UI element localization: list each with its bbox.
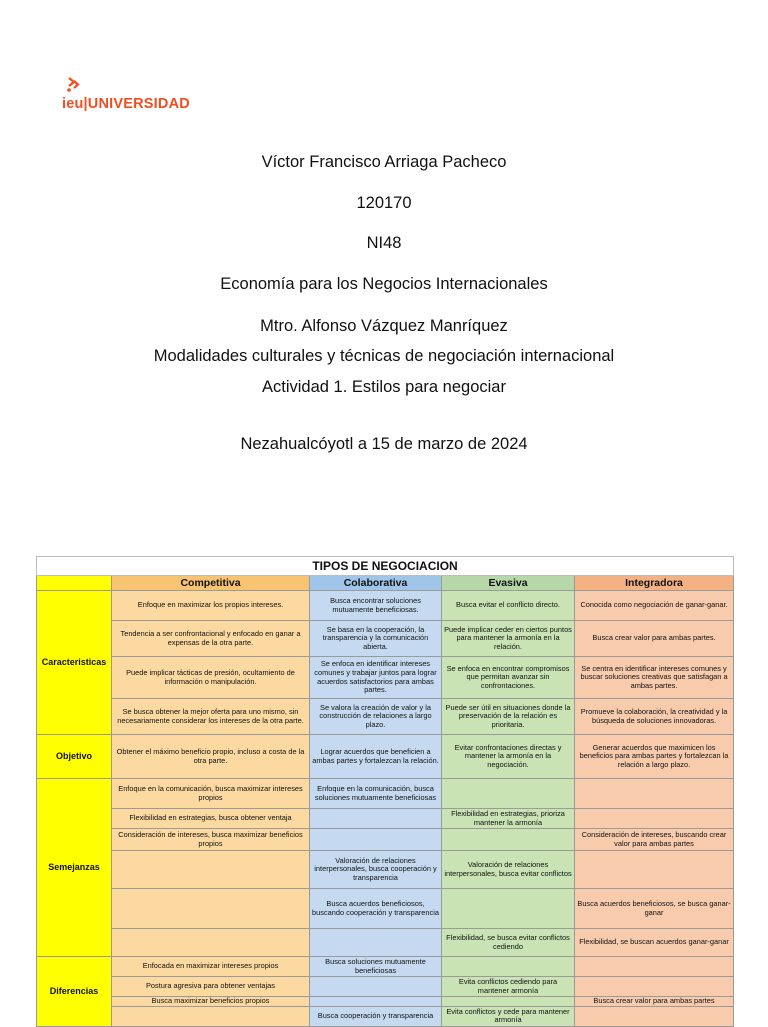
header-competitiva: Competitiva: [112, 576, 310, 591]
table-cell: [112, 851, 310, 889]
table-row: [37, 809, 734, 829]
table-cell: Tendencia a ser confrontacional y enfocado en ganar a expensas de la otra parte.: [112, 621, 310, 657]
table-cell: Busca acuerdos beneficiosos, buscando cooperación y transparencia: [310, 889, 442, 929]
category-objetivo: Objetivo: [37, 735, 112, 779]
table-row: [37, 851, 734, 889]
table-cell: Busca maximizar beneficios propios: [112, 997, 310, 1007]
table-row: [37, 889, 734, 929]
table-cell: Flexibilidad en estrategias, prioriza mantener la armonía: [442, 809, 575, 829]
table-cell: Postura agresiva para obtener ventajas: [112, 977, 310, 997]
table-cell: [310, 997, 442, 1007]
header-evasiva: Evasiva: [442, 576, 575, 591]
table-row: [37, 1006, 734, 1026]
table-cell: [575, 779, 734, 809]
table-cell: Generar acuerdos que maximicen los beneficios para ambas partes y fortalezcan la relación a largo plazo.: [575, 735, 734, 779]
table-cell: [442, 889, 575, 929]
header-colaborativa: Colaborativa: [310, 576, 442, 591]
group-code: NI48: [366, 234, 402, 252]
table-row: [37, 829, 734, 851]
table-cell: Evita conflictos cediendo para mantener armonía: [442, 977, 575, 997]
table-row: [37, 929, 734, 957]
table-cell: Enfocada en maximizar intereses propios: [112, 957, 310, 977]
table-cell: Lograr acuerdos que beneficien a ambas partes y fortalezcan la relación.: [310, 735, 442, 779]
table-row: [37, 699, 734, 735]
course-name: Economía para los Negocios Internacionales: [220, 275, 548, 293]
activity-title: Actividad 1. Estilos para negociar: [262, 378, 506, 396]
header-empty: [37, 576, 112, 591]
negotiation-types-table: [36, 556, 734, 1027]
table-row: [37, 977, 734, 997]
table-row: [37, 779, 734, 809]
table-cell: [575, 809, 734, 829]
table-cell: Valoración de relaciones interpersonales, busca cooperación y transparencia: [310, 851, 442, 889]
university-logo: [62, 76, 222, 116]
table-cell: Busca crear valor para ambas partes.: [575, 621, 734, 657]
student-id: 120170: [356, 194, 412, 212]
table-cell: Busca acuerdos beneficiosos, se busca ganar-ganar: [575, 889, 734, 929]
table-cell: Busca evitar el conflicto directo.: [442, 591, 575, 621]
teacher-name: Mtro. Alfonso Vázquez Manríquez: [260, 317, 508, 335]
header-row: [37, 576, 734, 591]
table-cell: Busca crear valor para ambas partes: [575, 997, 734, 1007]
table-cell: Se enfoca en identificar intereses comunes y trabajar juntos para lograr acuerdos satisfactorios para ambas partes.: [310, 657, 442, 699]
table-cell: Evita conflictos y cede para mantener armonía: [442, 1006, 575, 1026]
table-cell: Puede implicar ceder en ciertos puntos para mantener la armonía en la relación.: [442, 621, 575, 657]
table-cell: [575, 977, 734, 997]
table-cell: Consideración de intereses, buscando crear valor para ambas partes: [575, 829, 734, 851]
table-cell: Flexibilidad en estrategias, busca obtener ventaja: [112, 809, 310, 829]
table-cell: Enfoque en la comunicación, busca soluciones mutuamente beneficiosas: [310, 779, 442, 809]
category-caracteristicas: Caracteristicas: [37, 591, 112, 735]
place-date: Nezahualcóyotl a 15 de marzo de 2024: [240, 435, 528, 453]
table-cell: Conocida como negociación de ganar-ganar.: [575, 591, 734, 621]
table-cell: [442, 779, 575, 809]
table-cell: [442, 957, 575, 977]
table-cell: Evitar confrontaciones directas y mantener la armonía en la negociación.: [442, 735, 575, 779]
table-row: [37, 657, 734, 699]
table-cell: Promueve la colaboración, la creatividad y la búsqueda de soluciones innovadoras.: [575, 699, 734, 735]
table-cell: [575, 957, 734, 977]
table-title: TIPOS DE NEGOCIACION: [37, 557, 734, 576]
table-cell: Busca cooperación y transparencia: [310, 1006, 442, 1026]
table-cell: [310, 809, 442, 829]
table-cell: Puede implicar tácticas de presión, ocultamiento de información o manipulación.: [112, 657, 310, 699]
table-cell: [575, 851, 734, 889]
table-row: [37, 735, 734, 779]
table-cell: Flexibilidad, se buscan acuerdos ganar-ganar: [575, 929, 734, 957]
topic-title: Modalidades culturales y técnicas de negociación internacional: [153, 347, 615, 365]
table-cell: Valoración de relaciones interpersonales, busca evitar conflictos: [442, 851, 575, 889]
header-integradora: Integradora: [575, 576, 734, 591]
table-row: [37, 957, 734, 977]
logo-text: ieu|UNIVERSIDAD: [62, 96, 190, 112]
table-cell: Consideración de intereses, busca maximizar beneficios propios: [112, 829, 310, 851]
table-cell: [112, 929, 310, 957]
table-cell: [442, 997, 575, 1007]
category-semejanzas: Semejanzas: [37, 779, 112, 957]
table-row: [37, 591, 734, 621]
logo-arrow-mark: [66, 76, 82, 94]
table-cell: Busca soluciones mutuamente beneficiosas: [310, 957, 442, 977]
table-cell: Busca encontrar soluciones mutuamente beneficiosas.: [310, 591, 442, 621]
table-cell: Enfoque en maximizar los propios intereses.: [112, 591, 310, 621]
table-cell: Se busca obtener la mejor oferta para uno mismo, sin necesariamente considerar los intereses de la otra parte.: [112, 699, 310, 735]
table-cell: [310, 829, 442, 851]
table-cell: Se enfoca en encontrar compromisos que permitan avanzar sin confrontaciones.: [442, 657, 575, 699]
table-cell: Se basa en la cooperación, la transparencia y la comunicación abierta.: [310, 621, 442, 657]
table-row: [37, 997, 734, 1007]
table-cell: Obtener el máximo beneficio propio, incluso a costa de la otra parte.: [112, 735, 310, 779]
table-cell: [575, 1006, 734, 1026]
table-cell: Se centra en identificar intereses comunes y buscar soluciones creativas que satisfagan a ambas partes.: [575, 657, 734, 699]
table-cell: [112, 889, 310, 929]
table-cell: Flexibilidad, se busca evitar conflictos cediendo: [442, 929, 575, 957]
student-name: Víctor Francisco Arriaga Pacheco: [261, 153, 507, 171]
table-row: [37, 621, 734, 657]
table-cell: Puede ser útil en situaciones donde la preservación de la relación es prioritaria.: [442, 699, 575, 735]
table-cell: [310, 929, 442, 957]
category-diferencias: Diferencias: [37, 957, 112, 1027]
table-cell: [310, 977, 442, 997]
table-cell: Se valora la creación de valor y la construcción de relaciones a largo plazo.: [310, 699, 442, 735]
table-cell: [112, 1006, 310, 1026]
table-cell: [442, 829, 575, 851]
table-cell: Enfoque en la comunicación, busca maximizar intereses propios: [112, 779, 310, 809]
